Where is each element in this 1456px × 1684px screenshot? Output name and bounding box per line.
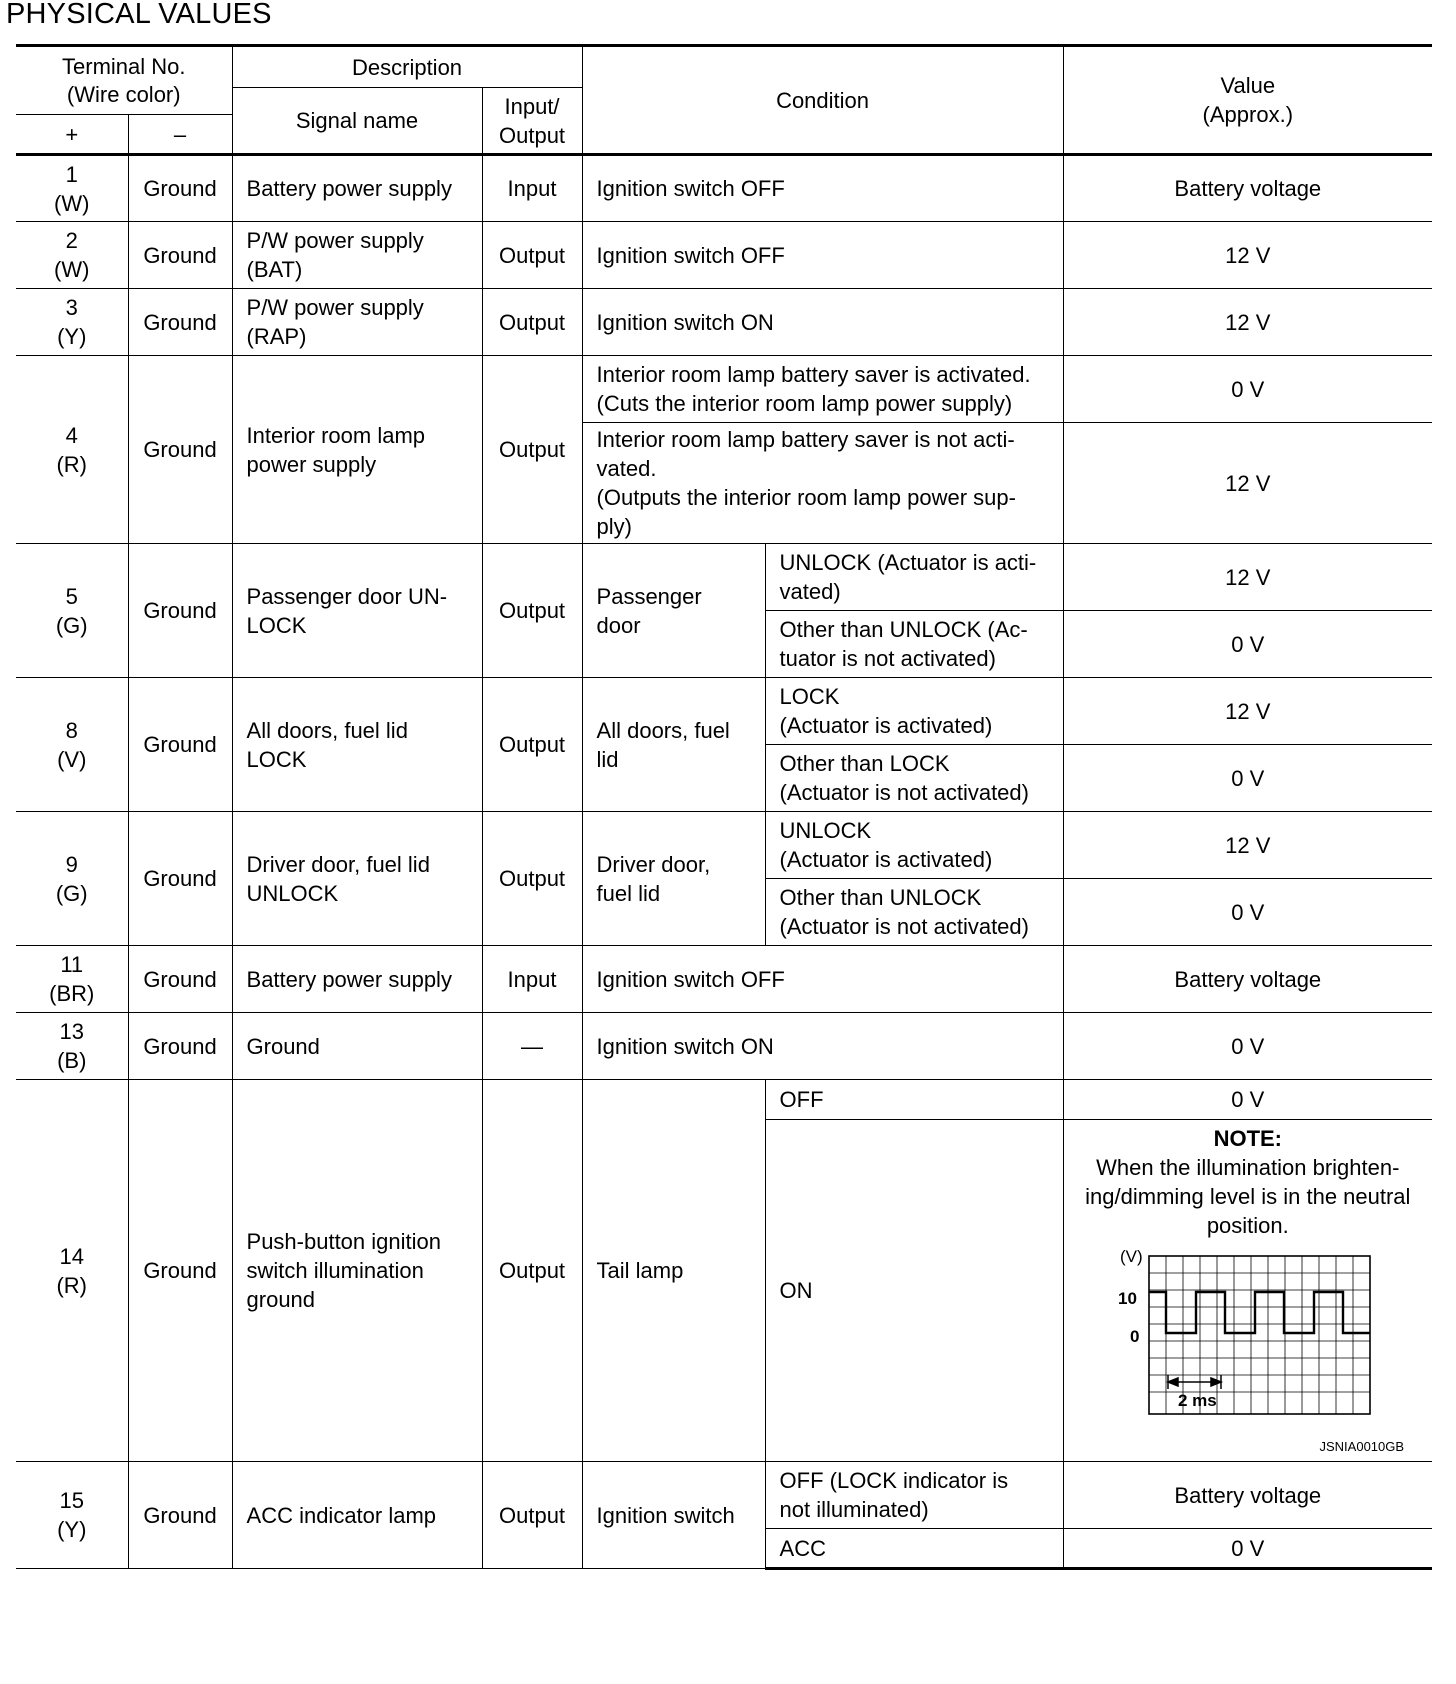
value-cell: Battery voltage	[1063, 1462, 1432, 1529]
table-row-5a	[16, 544, 1432, 611]
wire-color: (W)	[54, 257, 90, 282]
signal-name-cell	[232, 289, 482, 356]
condition-sub-cell	[765, 544, 1063, 611]
signal-name-line2: power supply	[246, 451, 377, 477]
condition-sub-line2: tuator is not activated)	[779, 646, 996, 671]
value-cell: 12 V	[1063, 812, 1432, 879]
condition-main-line2: door	[596, 612, 641, 638]
condition-cell	[582, 423, 1063, 544]
terminal-number: 11	[60, 952, 84, 977]
condition-sub-line2: vated)	[779, 579, 841, 604]
header-terminal-line2: (Wire color)	[66, 81, 181, 107]
condition-sub-line2: not illuminated)	[779, 1497, 929, 1522]
condition-main-cell	[582, 544, 765, 678]
condition-sub-line1: OFF (LOCK indicator is	[779, 1468, 1009, 1493]
condition-cell: Ignition switch ON	[582, 289, 1063, 356]
wire-color: (G)	[55, 880, 88, 906]
condition-line3: (Outputs the interior room lamp power sup-	[596, 485, 1016, 510]
io-cell: Output	[482, 356, 582, 544]
header-input-output	[482, 88, 582, 155]
value-cell: 12 V	[1063, 544, 1432, 611]
note-line3: position.	[1206, 1213, 1289, 1238]
table-row-13	[16, 1013, 1432, 1080]
header-description: Description	[232, 46, 582, 88]
value-cell: 12 V	[1063, 222, 1432, 289]
note-title: NOTE:	[1213, 1126, 1283, 1151]
value-cell: 0 V	[1063, 1080, 1432, 1120]
waveform-period-marker	[1168, 1375, 1221, 1389]
signal-name-cell	[232, 678, 482, 812]
signal-name-line1: Push-button ignition	[246, 1229, 441, 1254]
note-line2: ing/dimming level is in the neutral	[1085, 1184, 1411, 1209]
terminal-cell	[16, 289, 128, 356]
terminal-cell	[16, 946, 128, 1013]
signal-name-line2: UNLOCK	[246, 880, 339, 906]
condition-main-line1: Passenger	[596, 583, 702, 609]
terminal-number: 5	[65, 583, 78, 609]
value-cell: Battery voltage	[1063, 155, 1432, 222]
terminal-number: 15	[59, 1488, 84, 1513]
ground-cell: Ground	[128, 1013, 232, 1080]
ground-cell: Ground	[128, 544, 232, 678]
signal-name-line2: LOCK	[246, 612, 307, 638]
condition-cell: Ignition switch ON	[582, 1013, 1063, 1080]
ground-cell: Ground	[128, 812, 232, 946]
ground-cell: Ground	[128, 678, 232, 812]
wire-color: (V)	[57, 746, 87, 772]
header-io-line2: Output	[499, 122, 566, 148]
table-row-1	[16, 155, 1432, 222]
signal-name-cell	[232, 812, 482, 946]
table-row-2	[16, 222, 1432, 289]
wire-color: (Y)	[57, 324, 87, 349]
condition-sub-cell: ACC	[765, 1529, 1063, 1569]
waveform-trace	[1149, 1292, 1370, 1333]
condition-sub-line1: Other than UNLOCK (Ac-	[779, 617, 1028, 642]
condition-main-line2: fuel lid	[596, 880, 661, 906]
signal-name-cell	[232, 544, 482, 678]
ground-cell: Ground	[128, 356, 232, 544]
ground-cell: Ground	[128, 289, 232, 356]
waveform-figure	[1072, 1246, 1425, 1455]
terminal-cell	[16, 155, 128, 222]
terminal-cell	[16, 1013, 128, 1080]
value-note-cell	[1063, 1120, 1432, 1462]
wire-color: (Y)	[57, 1517, 87, 1542]
condition-sub-line2: (Actuator is not activated)	[779, 780, 1029, 805]
signal-name-cell: Battery power supply	[232, 946, 482, 1013]
wire-color: (W)	[54, 190, 90, 216]
terminal-cell	[16, 678, 128, 812]
io-cell: —	[482, 1013, 582, 1080]
io-cell: Output	[482, 1080, 582, 1462]
wire-color: (G)	[55, 612, 88, 638]
signal-name-line2: (RAP)	[246, 324, 307, 349]
condition-line2: vated.	[596, 456, 657, 481]
condition-sub-line2: (Actuator is not activated)	[779, 914, 1029, 939]
condition-line1: Interior room lamp battery saver is not acti-	[596, 427, 1015, 452]
condition-sub-cell	[765, 812, 1063, 879]
header-signal-name: Signal name	[232, 88, 482, 155]
io-cell: Input	[482, 155, 582, 222]
waveform-y-unit: (V)	[1119, 1247, 1143, 1266]
condition-main-line1: Driver door,	[596, 851, 711, 877]
value-cell: 12 V	[1063, 678, 1432, 745]
condition-cell: Ignition switch OFF	[582, 155, 1063, 222]
waveform-chart	[1098, 1246, 1398, 1426]
condition-line4: ply)	[596, 514, 632, 539]
condition-sub-line1: UNLOCK (Actuator is acti-	[779, 550, 1037, 575]
condition-sub-line1: Other than LOCK	[779, 751, 950, 776]
signal-name-cell	[232, 1080, 482, 1462]
signal-name-line2: switch illumination	[246, 1258, 424, 1283]
physical-values-table	[16, 44, 1432, 1570]
terminal-cell	[16, 544, 128, 678]
header-value	[1063, 46, 1432, 155]
condition-main-cell	[582, 812, 765, 946]
condition-sub-cell	[765, 879, 1063, 946]
wire-color: (R)	[56, 451, 88, 477]
condition-sub-cell	[765, 745, 1063, 812]
io-cell: Output	[482, 812, 582, 946]
terminal-cell	[16, 1080, 128, 1462]
value-cell: 12 V	[1063, 423, 1432, 544]
waveform-image-code: JSNIA0010GB	[1319, 1439, 1405, 1454]
condition-sub-cell	[765, 611, 1063, 678]
terminal-cell	[16, 356, 128, 544]
terminal-number: 14	[59, 1243, 84, 1269]
ground-cell: Ground	[128, 222, 232, 289]
terminal-number: 3	[65, 295, 78, 320]
value-cell: 0 V	[1063, 879, 1432, 946]
condition-main-cell	[582, 678, 765, 812]
condition-cell: Ignition switch OFF	[582, 222, 1063, 289]
terminal-number: 8	[65, 717, 78, 743]
condition-line2: (Cuts the interior room lamp power supply)	[596, 391, 1013, 416]
ground-cell: Ground	[128, 155, 232, 222]
condition-sub-line2: (Actuator is activated)	[779, 847, 993, 872]
condition-sub-line2: (Actuator is activated)	[779, 713, 993, 738]
signal-name-line1: P/W power supply	[246, 228, 424, 253]
signal-name-cell	[232, 356, 482, 544]
io-cell: Output	[482, 678, 582, 812]
signal-name-line1: Driver door, fuel lid	[246, 851, 430, 877]
terminal-cell	[16, 1462, 128, 1569]
signal-name-line1: P/W power supply	[246, 295, 424, 320]
signal-name-cell	[232, 222, 482, 289]
condition-cell	[582, 356, 1063, 423]
value-cell: Battery voltage	[1063, 946, 1432, 1013]
header-plus: +	[16, 115, 128, 155]
condition-main-cell: Ignition switch	[582, 1462, 765, 1569]
header-value-line2: (Approx.)	[1202, 102, 1294, 127]
table-row-14a	[16, 1080, 1432, 1120]
io-cell: Output	[482, 222, 582, 289]
condition-cell: Ignition switch OFF	[582, 946, 1063, 1013]
io-cell: Output	[482, 289, 582, 356]
signal-name-cell: Battery power supply	[232, 155, 482, 222]
signal-name-cell: Ground	[232, 1013, 482, 1080]
terminal-number: 9	[65, 851, 78, 877]
header-value-line1: Value	[1220, 73, 1276, 98]
condition-sub-cell: ON	[765, 1120, 1063, 1462]
value-cell: 0 V	[1063, 356, 1432, 423]
wire-color: (R)	[56, 1272, 88, 1298]
waveform-period-label: 2 ms	[1177, 1391, 1217, 1410]
condition-main-line1: All doors, fuel	[596, 717, 730, 743]
signal-name-line3: ground	[246, 1287, 316, 1312]
header-io-line1: Input/	[504, 93, 560, 119]
table-row-4a	[16, 356, 1432, 423]
signal-name-cell: ACC indicator lamp	[232, 1462, 482, 1569]
io-cell: Input	[482, 946, 582, 1013]
table-row-3	[16, 289, 1432, 356]
ground-cell: Ground	[128, 1080, 232, 1462]
table-row-11	[16, 946, 1432, 1013]
wire-color: (B)	[57, 1048, 87, 1073]
condition-sub-cell	[765, 678, 1063, 745]
ground-cell: Ground	[128, 946, 232, 1013]
table-row-15a	[16, 1462, 1432, 1529]
condition-main-cell: Tail lamp	[582, 1080, 765, 1462]
terminal-number: 13	[59, 1019, 84, 1044]
condition-sub-line1: LOCK	[779, 684, 840, 709]
header-minus: –	[128, 115, 232, 155]
value-cell: 0 V	[1063, 745, 1432, 812]
value-cell: 12 V	[1063, 289, 1432, 356]
condition-sub-line1: UNLOCK	[779, 818, 872, 843]
header-terminal-line1: Terminal No.	[62, 53, 186, 79]
condition-sub-cell: OFF	[765, 1080, 1063, 1120]
header-condition: Condition	[582, 46, 1063, 155]
signal-name-line2: (BAT)	[246, 257, 303, 282]
waveform-y-high: 10	[1117, 1289, 1137, 1308]
signal-name-line2: LOCK	[246, 746, 307, 772]
signal-name-line1: Interior room lamp	[246, 422, 426, 448]
io-cell: Output	[482, 1462, 582, 1569]
terminal-cell	[16, 812, 128, 946]
signal-name-line1: Passenger door UN-	[246, 583, 448, 609]
terminal-cell	[16, 222, 128, 289]
table-row-9a	[16, 812, 1432, 879]
page-title: PHYSICAL VALUES	[6, 0, 272, 30]
table-row-8a	[16, 678, 1432, 745]
signal-name-line1: All doors, fuel lid	[246, 717, 408, 743]
note-line1: When the illumination brighten-	[1096, 1155, 1400, 1180]
ground-cell: Ground	[128, 1462, 232, 1569]
condition-sub-cell	[765, 1462, 1063, 1529]
io-cell: Output	[482, 544, 582, 678]
condition-line1: Interior room lamp battery saver is activated.	[596, 362, 1031, 387]
terminal-number: 2	[65, 228, 78, 253]
waveform-y-low: 0	[1129, 1327, 1140, 1346]
value-cell: 0 V	[1063, 1013, 1432, 1080]
terminal-number: 1	[65, 161, 78, 187]
value-cell: 0 V	[1063, 1529, 1432, 1569]
condition-main-line2: lid	[596, 746, 619, 772]
header-terminal	[16, 46, 232, 115]
terminal-number: 4	[65, 422, 78, 448]
value-cell: 0 V	[1063, 611, 1432, 678]
condition-sub-line1: Other than UNLOCK	[779, 885, 982, 910]
wire-color: (BR)	[49, 981, 95, 1006]
